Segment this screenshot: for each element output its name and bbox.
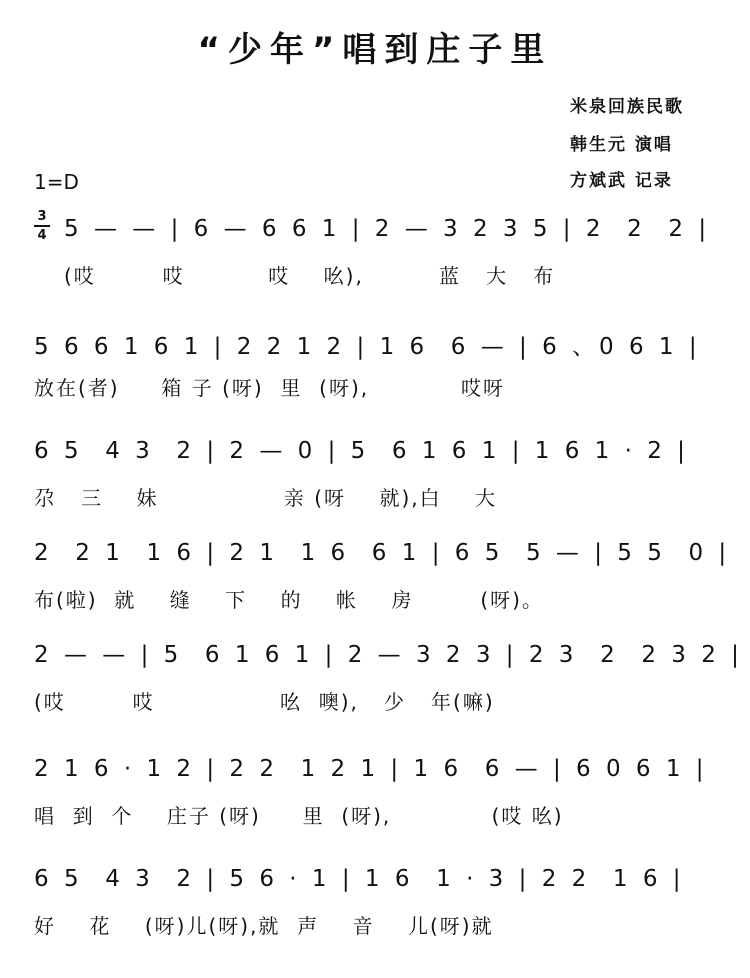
jianpu-notes: 5 — — | 6 — 6 6 1 | 2 — 3 2 3 5 | 2 2 2 | — [64, 216, 711, 242]
music-system-6 — [34, 756, 720, 846]
music-system-1 — [64, 216, 720, 306]
music-system-5 — [34, 642, 743, 732]
time-signature-bottom: 4 — [37, 228, 47, 243]
music-system-3 — [34, 438, 720, 528]
time-signature-top: 3 — [37, 209, 47, 224]
time-signature — [34, 210, 50, 242]
key-signature: 1=D — [34, 170, 79, 194]
credit-recorder: 方斌武 记录 — [570, 171, 673, 191]
music-system-7 — [34, 866, 720, 956]
lyrics-line: 好 花 (呀)儿(呀),就 声 音 儿(呀)就 — [34, 914, 494, 938]
lyrics-line: 布(啦) 就 缝 下 的 帐 房 (呀)。 — [34, 588, 544, 612]
song-title: “少年”唱到庄子里 — [197, 30, 553, 70]
music-system-4 — [34, 540, 731, 630]
lyrics-line: 唱 到 个 庄子 (呀) 里 (呀), (哎 吆) — [34, 804, 564, 828]
lyrics-line: (哎 哎 吆 噢), 少 年(嘛) — [34, 690, 495, 714]
lyrics-line: 放在(者) 箱 子 (呀) 里 (呀), 哎呀 — [34, 376, 506, 400]
jianpu-notes: 2 — — | 5 6 1 6 1 | 2 — 3 2 3 | 2 3 2 2 3 2 | — [34, 642, 743, 668]
jianpu-notes: 2 2 1 1 6 | 2 1 1 6 6 1 | 6 5 5 — | 5 5 0 | — [34, 540, 731, 566]
credit-origin: 米泉回族民歌 — [570, 97, 684, 117]
jianpu-notes: 6 5 4 3 2 | 2 — 0 | 5 6 1 6 1 | 1 6 1 · 2 | — [34, 438, 689, 464]
lyrics-line: 尕 三 妹 亲 (呀 就),白 大 — [34, 486, 498, 510]
credit-singer: 韩生元 演唱 — [570, 135, 673, 155]
music-system-2 — [34, 328, 720, 418]
jianpu-notes: 2 1 6 · 1 2 | 2 2 1 2 1 | 1 6 6 — | 6 0 6 1 | — [34, 756, 708, 782]
jianpu-notes: 5 6 6 1 6 1 | 2 2 1 2 | 1 6 6 — | 6 、0 6 1 | — [34, 334, 701, 360]
jianpu-notes: 6 5 4 3 2 | 5 6 · 1 | 1 6 1 · 3 | 2 2 1 6 | — [34, 866, 685, 892]
lyrics-line: (哎 哎 哎 吆), 蓝 大 布 — [64, 264, 556, 288]
